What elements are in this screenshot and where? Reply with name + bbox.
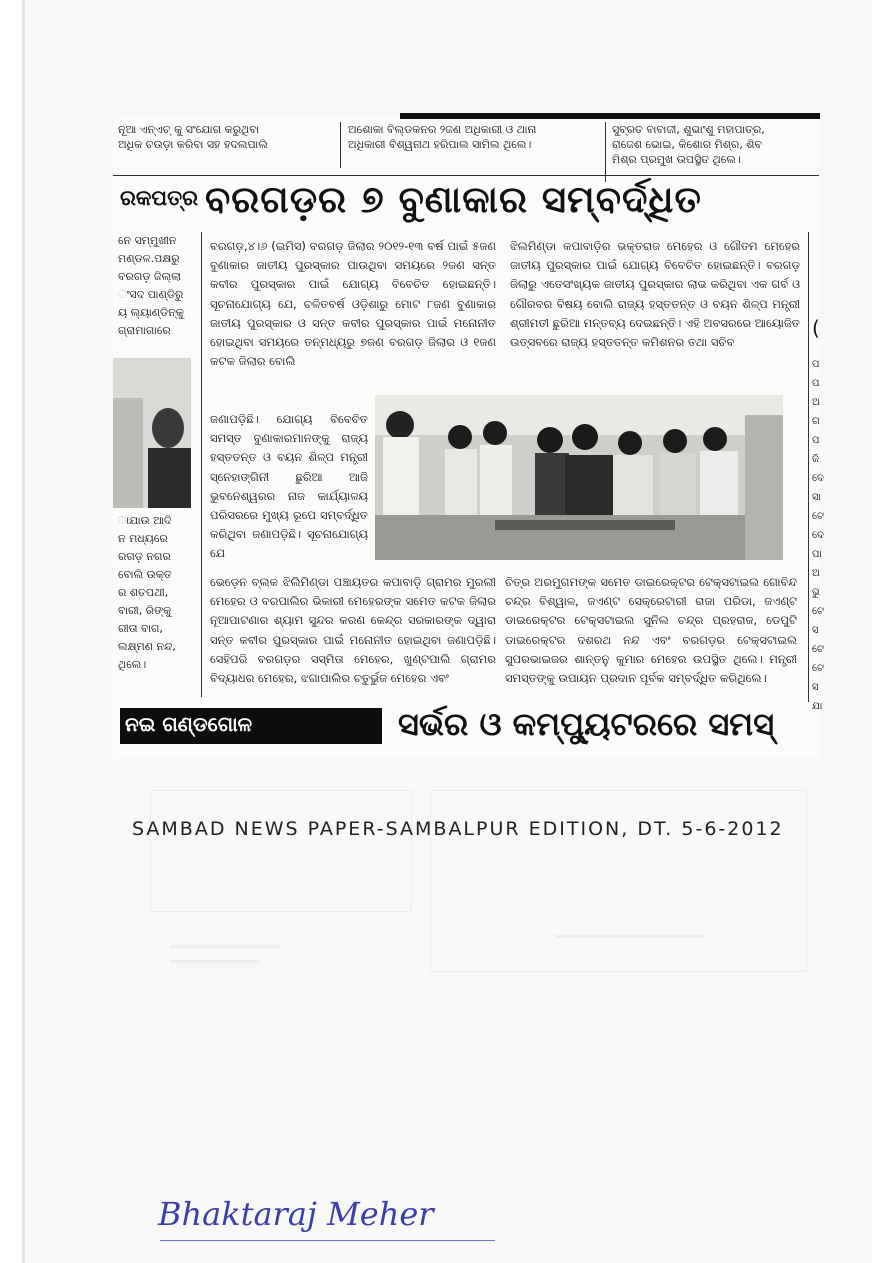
article-headline: ବରଗଡ଼ର ୭ ବୁଣାକାର ସମ୍ବର୍ଦ୍ଧିତ <box>205 178 702 221</box>
signature-underline <box>160 1240 495 1241</box>
left-fragment-column: ନେ ସମ୍ମୁଖୀନ ମଣ୍ଡଳ.ପକ୍ଷରୁ ବରଗଡ଼ ଜିଲ୍ଲା ଂସଦ ପାଣ୍ଡିରୁ ୟ ଲ୍ୟାଣ୍ଡିନ୍କୁ ଗ୍ରାମାଗାରେ <box>118 234 184 337</box>
header-strip-col2: ଅଶୋକା ବିଲ୍ଡକନର ୨ଜଣ ଅଧିକାରୀ ଓ ଥାନା ଅଧିକାରୀ ବିଶ୍ୱନାଥ ହରିପାଲ ସାମିଲ ଥିଲେ। <box>348 123 537 151</box>
article-col2-bottom: ଚିତ୍ର ଅରମୁଗମଙ୍କ ସମେତ ଡାଇରେକ୍ଟର ଟେକ୍ସଟାଇଲ ଗୋବିନ୍ଦ ଚନ୍ଦ୍ର ବିଶ୍ୱାଳ, ଜଏଣ୍ଟ ସେକ୍ରେଟାରୀ ରାଜା ପରିଡା, ଜଏଣ୍ଟ ଡାଇରେକ୍ଟର ଟେକ୍ସଟାଇଲ ସୁନିଲ ଚନ୍ଦ୍ର ପ୍ରହରାଜ, ଡେପୁଟି ଡାଇରେକ୍ଟର ଦଶରଥ ନନ୍ଦ ଏବଂ ବରଗଡ଼ର ଟେକ୍ସଟାଇଲ ସୁପରଭାଇଜର ଶାନ୍ତନୁ କୁମାର ମେହେର ଉପସ୍ଥିତ ଥିଲେ। ମନ୍ତ୍ରୀ ସମସ୍ତଙ୍କୁ ଉପାୟନ ପ୍ରଦାନ ପୂର୍ବକ ସମ୍ବର୍ଦ୍ଧିତ କରିଥିଲେ। <box>505 575 797 686</box>
left-fragment-photo <box>113 358 191 508</box>
column-divider <box>605 122 606 182</box>
bleed-through-line <box>555 935 705 938</box>
header-rule <box>113 175 819 176</box>
left-photo-image <box>113 358 191 508</box>
bottom-headline: ସର୍ଭର ଓ କମ୍ପ୍ୟୁଟରରେ ସମସ୍ <box>398 705 775 743</box>
handwritten-caption: SAMBAD NEWS PAPER-SAMBALPUR EDITION, DT. 5-6-2012 <box>132 818 784 840</box>
article-col1-narrow: ଜଣାପଡ଼ିଛି। ଯୋଗ୍ୟ ବିବେଚିତ ସମସ୍ତ ବୁଣାକାରମାନଙ୍କୁ ରାଜ୍ୟ ହସ୍ତତନ୍ତ ଓ ବୟନ ଶିଳ୍ପ ମନ୍ତ୍ରୀ ସ୍ନେହାଙ୍ଗିନୀ ଛୁରିଆ ଆଜି ଭୁବନେଶ୍ୱରର ନାଜ କାର୍ଯ୍ୟାଳୟ ପରିସରରେ ମୁଖ୍ୟ ରୂପେ ସମ୍ବର୍ଦ୍ଧିତ କରିଥିବା ଜଣାପଡ଼ିଛି। ସୂଚନାଯୋଗ୍ୟ ଯେ <box>210 412 368 561</box>
ceremony-photo-image <box>375 395 783 560</box>
bleed-through-line <box>170 960 260 963</box>
right-fragment-column: ପ ପ ଅ ଗ ପ ଜି ଦେ ସା ଟେ ଦେ ପା ଅ ଭୁ ଟେ ସ ଟେ ଟେ ସ ଯା <box>812 359 824 712</box>
left-fragment-lower-column: ାଯାଉ ଆଦି ନ ମଧ୍ୟରେ ରଗଡ଼ ନଗର ବୋଲି ଉକ୍ତ ର ଶତପଥୀ, ବାରୀ, ରିଙ୍କୁ ରୀତା ବାଗ, ଲକ୍ଷ୍ମଣ ନନ୍ଦ, ଥିଲେ। <box>118 514 176 671</box>
bleed-through-line <box>170 945 280 948</box>
column-divider <box>201 232 202 697</box>
header-strip-col1: ନୂଆ ଏନ୍ଏଚ୍ କୁ ସଂଯୋଗ କରୁଥିବା ଅଧିକ ଚଉଡ଼ା କରିବା ସହ ହଦଲପାଲି <box>118 123 268 151</box>
ceremony-photo <box>375 395 783 560</box>
header-strip-col3: ସୁବ୍ରତ ବାବାଜୀ, ଶୁଭାଂଶୁ ମହାପାତ୍ର, ରାଜେଶ ଭୋଇ, କିଶୋର ମିଶ୍ର, ଶିବ ମିଶ୍ର ପ୍ରମୁଖ ଉପସ୍ଥିତ ଥିଲେ। <box>612 123 765 166</box>
right-edge-glyph: ( <box>812 316 820 340</box>
column-divider <box>340 122 341 168</box>
article-col2-top: ଝିଲମିଣ୍ଡା କପାବାଡ଼ିର ଭକ୍ତରାଜ ମେହେର ଓ ଗୌତମ ମେହେର ଜାତୀୟ ପୁରସ୍କାର ପାଇଁ ଯୋଗ୍ୟ ବିବେଚିତ ହୋଇଛନ୍ତି। ବରଗଡ଼ ଜିଲାରୁ ଏତେସଂଖ୍ୟକ ଜାତୀୟ ପୁରସ୍କାର ଲାଭ କରିଥିବା ଏକ ଗର୍ବ ଓ ଗୌରବର ବିଷୟ ବୋଲି ରାଜ୍ୟ ହସ୍ତତନ୍ତ ଓ ବୟନ ଶିଳ୍ପ ମନ୍ତ୍ରୀ ଶ୍ରୀମତୀ ଛୁରିଆ ମନ୍ତବ୍ୟ ଦେଇଛନ୍ତି। ଏହି ଅବସରରେ ଆୟୋଜିତ ଉତ୍ସବରେ ରାଜ୍ୟ ହସ୍ତତନ୍ତ କମିଶନର ତଥା ସଚିବ <box>510 239 800 350</box>
top-rule <box>400 113 820 119</box>
bleed-through-block <box>150 790 412 912</box>
page-edge <box>22 0 25 1263</box>
kicker-text: ରକପତ୍ର <box>120 186 199 210</box>
article-col1-top: ବରଗଡ଼,୪।୬ (ଇମିସ) ବରଗଡ଼ ଜିଲାର ୨୦୧୨-୧୩ ବର୍ଷ ପାଇଁ ୫ଜଣ ବୁଣାକାର ଜାତୀୟ ପୁରସ୍କାର ପାଉଥିବା ସମୟରେ ୨ଜଣ ସନ୍ତ କବୀର ପୁରସ୍କାର ପାଇଁ ଯୋଗ୍ୟ ବିବେଚିତ ହୋଇଛନ୍ତି। ସୂଚନାଯୋଗ୍ୟ ଯେ, ଚଳିତବର୍ଷ ଓଡ଼ିଶାରୁ ମୋଟ ୮ଜଣ ବୁଣାକାର ଜାତୀୟ ପୁରସ୍କାର ଓ ସନ୍ତ କବୀର ପୁରସ୍କାର ପାଇଁ ମନୋନୀତ ହୋଇଥିବା ସମୟରେ ତନ୍ମଧ୍ୟରୁ ୭ଜଣ ବରଗଡ଼ ଜିଲାର ଓ ୧ଜଣ କଟକ ଜିଲାର ବୋଲି <box>210 239 496 369</box>
bottom-banner-text: ନଇ ଗଣ୍ଡଗୋଳ <box>125 712 253 736</box>
column-divider <box>808 232 809 702</box>
handwritten-signature: Bhaktaraj Meher <box>158 1195 434 1233</box>
article-col1-bottom: ଭେଡ଼େନ ବ୍ଲକ ଝିଲିମିଣ୍ଡା ପଞ୍ଚାୟତର କପାବାଡ଼ି ଗ୍ରାମର ମୁରଲୀ ମେହେର ଓ ବରପାଲିର ଭିକାରୀ ମେହେରଙ୍କ ସମେତ କଟକ ଜିଲାର ନୂଆପାଟଣାର ଶ୍ୟାମ ସୁନ୍ଦର କରଣ କେନ୍ଦ୍ର ସରକାରଙ୍କ ଦ୍ୱାରା ସନ୍ତ କବୀର ପୁରସ୍କାର ପାଇଁ ମନୋନୀତ ହୋଇଥିବା ଜଣାପଡ଼ିଛି। ସେହିପରି ବରଗଡ଼ର ସସ୍ମିତା ମେହେର, ଖୁଣ୍ଟପାଲି ଗ୍ରାମର ବିଦ୍ୟାଧର ମେହେର, ଝଗାପାଲିର ଚତୁର୍ଭୁଜ ମେହେର ଏବଂ <box>210 575 496 686</box>
